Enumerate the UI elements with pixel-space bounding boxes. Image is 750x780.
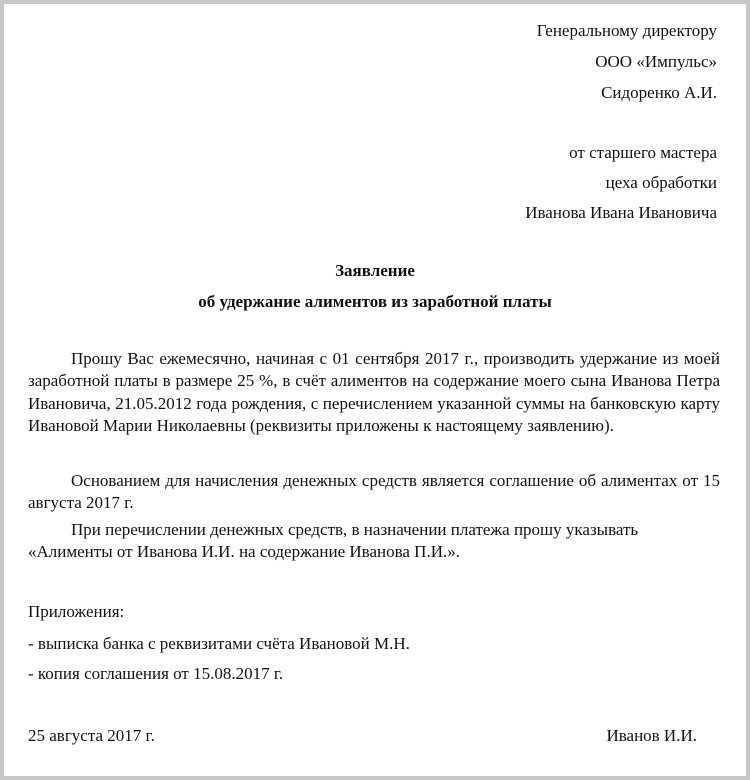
document-subtitle: об удержание алиментов из заработной платы [198, 292, 552, 311]
sender-position: от старшего мастера [569, 143, 717, 162]
addressee-company: ООО «Импульс» [595, 52, 717, 71]
body-paragraph-basis: Основанием для начисления денежных средств является соглашение об алиментах от 15 августа 2017 г. [28, 471, 720, 513]
body-paragraph-request: Прошу Вас ежемесячно, начиная с 01 сентября 2017 г., производить удержание из моей заработной платы в размере 25 %, в счёт алиментов на содержание моего сына Иванова Петра Ивановича, 21.05.2012 года рождения, с перечислением указанной суммы на банковскую карту Ивановой Марии Николаевны (реквизиты приложены к настоящему заявлению). [28, 349, 720, 436]
addressee-position: Генеральному директору [536, 21, 717, 40]
document-title: Заявление [335, 261, 415, 280]
sender-name: Иванова Ивана Ивановича [525, 203, 717, 222]
document-date: 25 августа 2017 г. [28, 726, 155, 745]
signature-name: Иванов И.И. [606, 726, 697, 745]
attachments-heading: Приложения: [28, 602, 125, 621]
body-paragraph-payment-note: При перечислении денежных средств, в назначении платежа прошу указывать «Алименты от Иванова И.И. на содержание Иванова П.И.». [28, 520, 639, 562]
addressee-name: Сидоренко А.И. [601, 83, 717, 102]
sender-department: цеха обработки [605, 173, 717, 192]
attachment-item: - выписка банка с реквизитами счёта Ивановой М.Н. [28, 634, 410, 653]
attachment-item: - копия соглашения от 15.08.2017 г. [28, 664, 284, 683]
